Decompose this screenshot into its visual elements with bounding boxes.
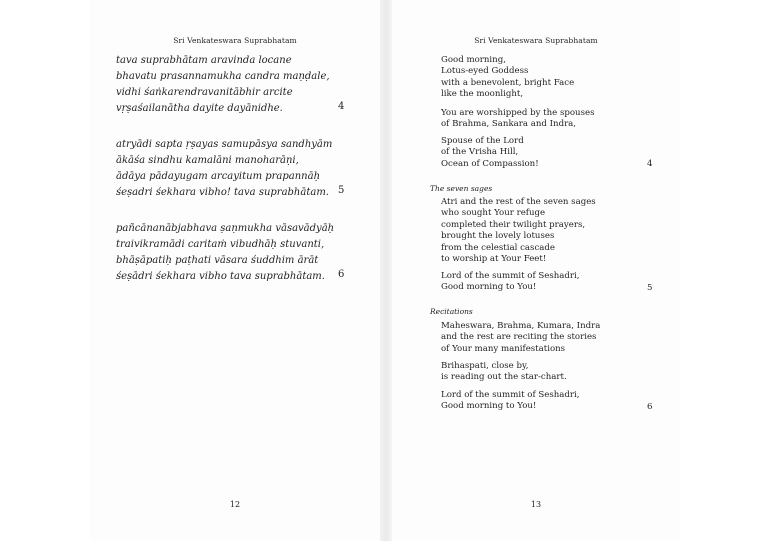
sanskrit-verse — [116, 137, 354, 201]
translation-line: You are worshipped by the spouses — [441, 108, 595, 118]
translation-stanza — [441, 390, 641, 413]
section-heading: Recitations — [430, 307, 473, 316]
verse-number: 6 — [647, 402, 653, 412]
running-head: Sri Venkateswara Suprabhatam — [173, 36, 297, 45]
verse-line: vidhi śaṅkarendravanitābhir arcite — [116, 87, 293, 98]
translation-stanza — [441, 271, 641, 294]
verse-number: 5 — [338, 185, 345, 196]
verse-number: 4 — [338, 101, 345, 112]
translation-line: of Your many manifestations — [441, 343, 566, 354]
translation-line: with a benevolent, bright Face — [441, 77, 575, 88]
translation-line: Brihaspati, close by, — [441, 361, 529, 371]
verse-line: ādāya pādayugam arcayitum prapannāḥ — [116, 171, 321, 182]
verse-line: vṛṣaśailanātha dayite dayānidhe. — [116, 103, 283, 114]
verse-line: traivikramādi caritaṁ vibudhāḥ stuvanti, — [116, 239, 325, 250]
left-page — [90, 0, 380, 541]
translation-stanza — [441, 55, 641, 101]
translation-stanza — [441, 108, 641, 131]
verse-line: ākāśa sindhu kamalāni manoharāṇi, — [116, 155, 299, 166]
verse-number: 6 — [338, 269, 345, 280]
translation-line: Good morning to You! — [441, 401, 537, 412]
verse-line: bhavatu prasannamukha candra maṇḍale, — [116, 71, 330, 82]
sanskrit-verse — [116, 53, 354, 117]
translation-line: Lotus-eyed Goddess — [441, 66, 529, 77]
translation-line: who sought Your refuge — [441, 208, 546, 219]
running-head: Sri Venkateswara Suprabhatam — [474, 36, 598, 45]
sanskrit-verse — [116, 221, 354, 285]
translation-stanza — [441, 136, 641, 170]
translation-line: like the moonlight, — [441, 89, 524, 100]
translation-line: Good morning, — [441, 55, 506, 65]
translation-line: brought the lovely lotuses — [441, 231, 555, 242]
translation-line: is reading out the star-chart. — [441, 372, 567, 383]
translation-line: of the Vrisha Hill, — [441, 147, 519, 158]
verse-number: 5 — [647, 283, 653, 293]
translation-line: of Brahma, Sankara and Indra, — [441, 119, 577, 130]
right-page — [392, 0, 680, 541]
translation-line: Good morning to You! — [441, 282, 537, 293]
translation-stanza — [441, 197, 641, 265]
translation-line: from the celestial cascade — [441, 242, 555, 253]
translation-line: to worship at Your Feet! — [441, 254, 547, 265]
translation-line: Atri and the rest of the seven sages — [441, 197, 596, 207]
page-number: 13 — [530, 500, 542, 509]
verse-number: 4 — [647, 159, 653, 169]
translation-line: Spouse of the Lord — [441, 136, 524, 146]
verse-line: śeṣadri śekhara vibho! tava suprabhātam. — [116, 187, 329, 198]
verse-line: tava suprabhātam aravinda locane — [116, 55, 292, 66]
translation-line: Ocean of Compassion! — [441, 158, 539, 169]
translation-line: Maheswara, Brahma, Kumara, Indra — [441, 321, 601, 331]
verse-line: śeṣādri śekhara vibho tava suprabhātam. — [116, 271, 325, 282]
verse-line: bhāṣāpatiḥ paṭhati vāsara śuddhim ārāt — [116, 255, 319, 266]
translation-line: Lord of the summit of Seshadri, — [441, 271, 580, 281]
translation-line: and the rest are reciting the stories — [441, 332, 597, 343]
verse-line: pañcānanābjabhava ṣaṇmukha vāsavādyāḥ — [116, 223, 335, 234]
page-number: 12 — [229, 500, 241, 509]
section-heading: The seven sages — [430, 184, 493, 193]
translation-stanza — [441, 321, 641, 355]
translation-line: completed their twilight prayers, — [441, 219, 586, 230]
translation-stanza — [441, 361, 641, 384]
verse-line: atryādi sapta ṛṣayas samupāsya sandhyām — [116, 139, 333, 150]
book-gutter — [380, 0, 392, 541]
translation-line: Lord of the summit of Seshadri, — [441, 390, 580, 400]
